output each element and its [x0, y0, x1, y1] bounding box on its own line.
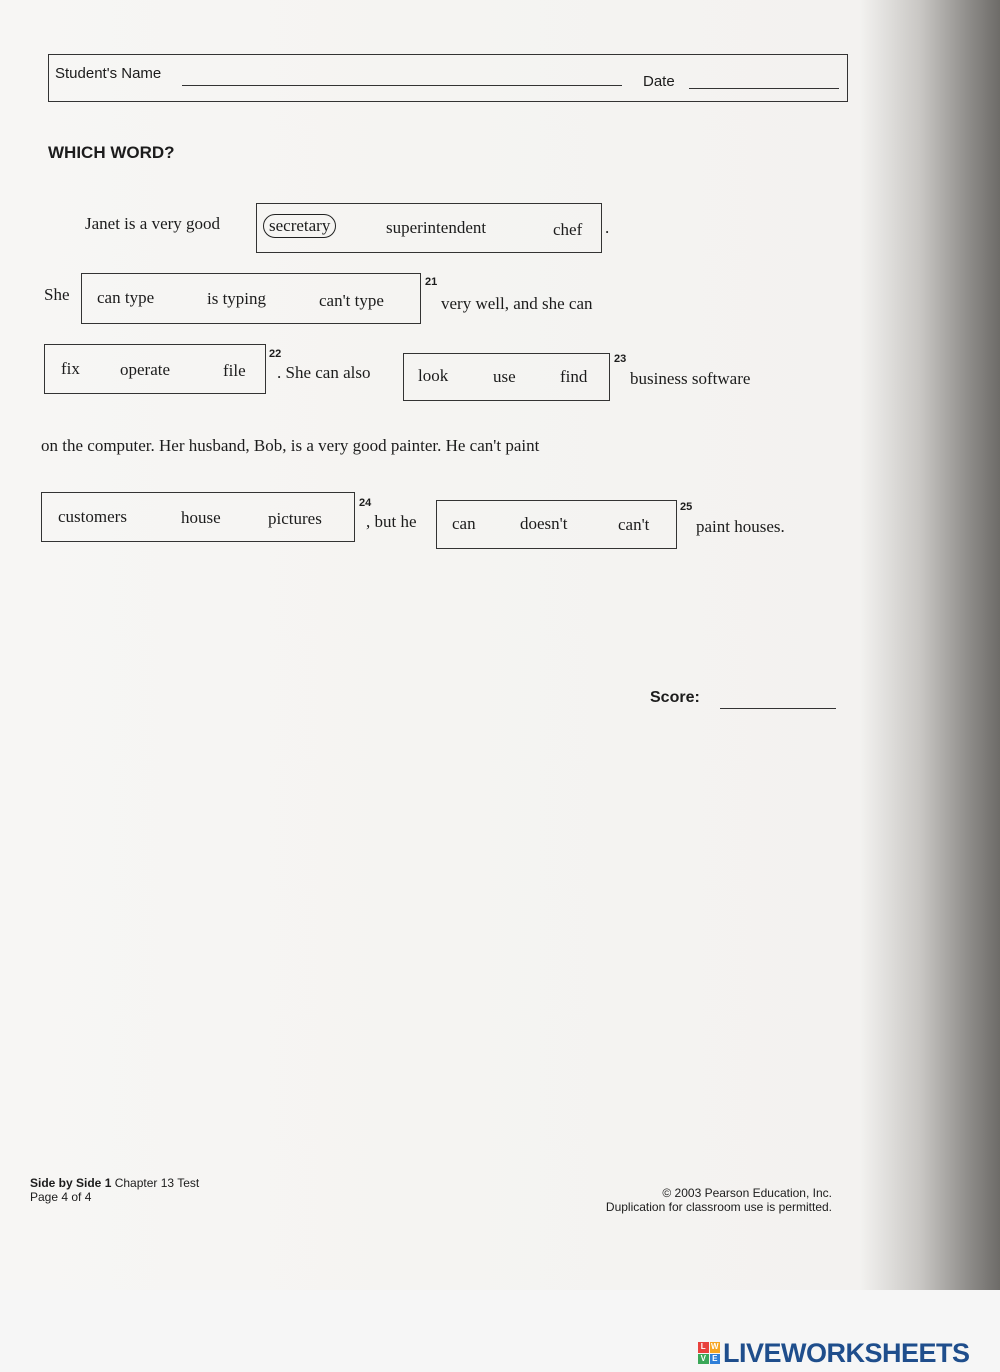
option-find[interactable]: find: [560, 367, 588, 386]
footer-copyright: © 2003 Pearson Education, Inc.: [662, 1186, 832, 1200]
footer-left: [30, 1176, 199, 1204]
choice-box-24: [41, 492, 355, 542]
footer-right: [560, 1186, 832, 1214]
date-label: Date: [643, 73, 675, 90]
footer-permission: Duplication for classroom use is permitted.: [605, 1200, 832, 1214]
item-number-22: 22: [269, 348, 282, 360]
student-name-label: Student's Name: [55, 65, 162, 82]
item-number-25: 25: [680, 501, 693, 513]
item-number-23: 23: [614, 353, 627, 365]
option-doesnt[interactable]: doesn't: [520, 514, 568, 533]
score-label: Score:: [650, 689, 700, 706]
student-info-box: [48, 54, 848, 102]
option-can[interactable]: can: [452, 514, 476, 533]
logo-cell-e: E: [710, 1354, 721, 1365]
sentence-2-tail: very well, and she can: [441, 294, 593, 313]
sentence-1-lead: Janet is a very good: [85, 214, 221, 233]
choice-box-22: [44, 344, 266, 394]
liveworksheets-icon: [698, 1342, 720, 1364]
liveworksheets-logo[interactable]: [698, 1338, 970, 1368]
sentence-2-lead: She: [44, 285, 70, 304]
sentence-1-period: .: [605, 218, 610, 237]
footer-book-title: Side by Side 1: [30, 1176, 112, 1190]
option-cant[interactable]: can't: [618, 515, 650, 534]
student-name-field[interactable]: [182, 85, 622, 86]
sentence-3-tail: business software: [630, 369, 751, 388]
choice-box-21: [81, 273, 421, 324]
choice-box-20: [256, 203, 602, 253]
option-chef[interactable]: chef: [553, 220, 583, 239]
option-is-typing[interactable]: is typing: [207, 289, 267, 308]
choice-box-25: [436, 500, 677, 549]
option-superintendent[interactable]: superintendent: [386, 218, 487, 237]
option-pictures[interactable]: pictures: [268, 509, 322, 528]
option-operate[interactable]: operate: [120, 360, 171, 379]
option-fix[interactable]: fix: [61, 359, 80, 378]
liveworksheets-wordmark: LIVEWORKSHEETS: [723, 1337, 970, 1368]
option-use[interactable]: use: [493, 367, 516, 386]
date-field[interactable]: [689, 88, 839, 89]
item-number-21: 21: [425, 276, 438, 288]
sentence-3-middle: . She can also: [277, 363, 371, 382]
logo-cell-v: V: [698, 1354, 709, 1365]
section-title: WHICH WORD?: [48, 143, 175, 162]
logo-cell-l: L: [698, 1342, 709, 1353]
choice-box-23: [403, 353, 610, 401]
score-field[interactable]: [720, 708, 836, 709]
sentence-5-tail: paint houses.: [696, 517, 785, 536]
sentence-4: on the computer. Her husband, Bob, is a very good painter. He can't paint: [41, 436, 540, 455]
option-cant-type[interactable]: can't type: [319, 291, 384, 310]
item-number-24: 24: [359, 497, 372, 509]
sentence-5-middle: , but he: [366, 512, 417, 531]
option-secretary[interactable]: secretary: [263, 214, 336, 238]
option-house[interactable]: house: [181, 508, 221, 527]
option-file[interactable]: file: [223, 361, 246, 380]
option-look[interactable]: look: [418, 366, 449, 385]
option-customers[interactable]: customers: [58, 507, 127, 526]
logo-cell-w: W: [710, 1342, 719, 1351]
option-can-type[interactable]: can type: [97, 288, 155, 307]
footer-chapter: Chapter 13 Test: [114, 1176, 200, 1190]
footer-page-number: Page 4 of 4: [30, 1190, 92, 1204]
